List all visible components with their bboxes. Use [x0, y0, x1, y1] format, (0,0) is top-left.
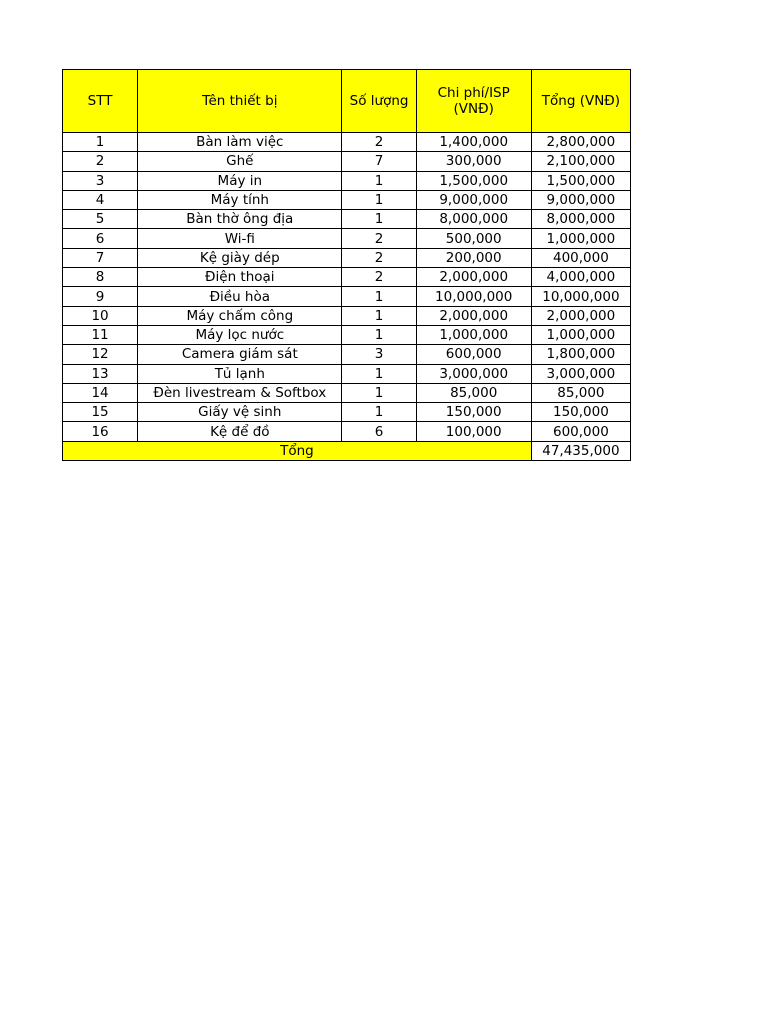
- cell-unit-cost: 10,000,000: [416, 287, 531, 306]
- cell-line-total: 400,000: [531, 248, 630, 267]
- cell-line-total: 1,000,000: [531, 229, 630, 248]
- cell-stt: 13: [63, 364, 138, 383]
- header-equipment-name: Tên thiết bị: [138, 70, 342, 133]
- cell-unit-cost: 85,000: [416, 383, 531, 402]
- cell-line-total: 150,000: [531, 403, 630, 422]
- cell-stt: 7: [63, 248, 138, 267]
- cell-unit-cost: 1,000,000: [416, 325, 531, 344]
- cell-quantity: 1: [342, 364, 416, 383]
- cell-quantity: 1: [342, 190, 416, 209]
- cell-equipment-name: Tủ lạnh: [138, 364, 342, 383]
- cell-unit-cost: 9,000,000: [416, 190, 531, 209]
- cell-line-total: 1,500,000: [531, 171, 630, 190]
- table-body: [63, 133, 631, 442]
- cell-stt: 10: [63, 306, 138, 325]
- table-row: [63, 306, 631, 325]
- cell-unit-cost: 600,000: [416, 345, 531, 364]
- grand-total-value: 47,435,000: [531, 441, 630, 460]
- cell-line-total: 85,000: [531, 383, 630, 402]
- cell-quantity: 7: [342, 152, 416, 171]
- cell-stt: 16: [63, 422, 138, 441]
- table-row: [63, 403, 631, 422]
- header-row: [63, 70, 631, 133]
- cell-unit-cost: 200,000: [416, 248, 531, 267]
- table-row: [63, 210, 631, 229]
- cell-line-total: 3,000,000: [531, 364, 630, 383]
- cell-equipment-name: Giấy vệ sinh: [138, 403, 342, 422]
- table-row: [63, 325, 631, 344]
- table-row: [63, 248, 631, 267]
- cell-line-total: 9,000,000: [531, 190, 630, 209]
- cell-quantity: 1: [342, 210, 416, 229]
- cell-unit-cost: 150,000: [416, 403, 531, 422]
- cell-quantity: 1: [342, 403, 416, 422]
- cell-line-total: 2,800,000: [531, 133, 630, 152]
- cell-line-total: 8,000,000: [531, 210, 630, 229]
- cell-unit-cost: 3,000,000: [416, 364, 531, 383]
- cell-stt: 11: [63, 325, 138, 344]
- cell-stt: 2: [63, 152, 138, 171]
- cell-unit-cost: 1,400,000: [416, 133, 531, 152]
- cell-unit-cost: 300,000: [416, 152, 531, 171]
- header-quantity: Số lượng: [342, 70, 416, 133]
- cell-unit-cost: 8,000,000: [416, 210, 531, 229]
- cell-line-total: 2,000,000: [531, 306, 630, 325]
- cell-unit-cost: 2,000,000: [416, 268, 531, 287]
- cell-quantity: 6: [342, 422, 416, 441]
- cell-quantity: 1: [342, 287, 416, 306]
- cell-unit-cost: 500,000: [416, 229, 531, 248]
- cell-stt: 5: [63, 210, 138, 229]
- cell-line-total: 600,000: [531, 422, 630, 441]
- cell-unit-cost: 2,000,000: [416, 306, 531, 325]
- header-line-total: Tổng (VNĐ): [531, 70, 630, 133]
- table-footer: [63, 441, 631, 460]
- cell-line-total: 1,000,000: [531, 325, 630, 344]
- header-stt: STT: [63, 70, 138, 133]
- cell-stt: 4: [63, 190, 138, 209]
- cell-stt: 14: [63, 383, 138, 402]
- cell-stt: 3: [63, 171, 138, 190]
- cell-unit-cost: 100,000: [416, 422, 531, 441]
- table-row: [63, 383, 631, 402]
- cell-line-total: 4,000,000: [531, 268, 630, 287]
- cell-quantity: 2: [342, 229, 416, 248]
- cell-quantity: 2: [342, 133, 416, 152]
- cell-equipment-name: Máy tính: [138, 190, 342, 209]
- cell-stt: 9: [63, 287, 138, 306]
- cell-line-total: 10,000,000: [531, 287, 630, 306]
- cell-equipment-name: Đèn livestream & Softbox: [138, 383, 342, 402]
- table-row: [63, 268, 631, 287]
- cell-equipment-name: Máy chấm công: [138, 306, 342, 325]
- cell-quantity: 1: [342, 171, 416, 190]
- table-row: [63, 422, 631, 441]
- table-row: [63, 152, 631, 171]
- cell-equipment-name: Bàn làm việc: [138, 133, 342, 152]
- cell-stt: 6: [63, 229, 138, 248]
- table-header: [63, 70, 631, 133]
- cell-equipment-name: Máy in: [138, 171, 342, 190]
- cell-equipment-name: Kệ giày dép: [138, 248, 342, 267]
- cell-quantity: 2: [342, 268, 416, 287]
- cell-stt: 15: [63, 403, 138, 422]
- cell-equipment-name: Kệ để đồ: [138, 422, 342, 441]
- cell-line-total: 1,800,000: [531, 345, 630, 364]
- table-row: [63, 171, 631, 190]
- header-unit-cost: Chi phí/ISP (VNĐ): [416, 70, 531, 133]
- table-row: [63, 190, 631, 209]
- grand-total-row: [63, 441, 631, 460]
- cell-equipment-name: Wi-fi: [138, 229, 342, 248]
- cell-unit-cost: 1,500,000: [416, 171, 531, 190]
- equipment-cost-table: [62, 69, 631, 461]
- cell-quantity: 1: [342, 306, 416, 325]
- table-row: [63, 229, 631, 248]
- table-row: [63, 364, 631, 383]
- cell-stt: 12: [63, 345, 138, 364]
- cell-equipment-name: Điện thoại: [138, 268, 342, 287]
- cell-equipment-name: Camera giám sát: [138, 345, 342, 364]
- cell-quantity: 3: [342, 345, 416, 364]
- cell-stt: 8: [63, 268, 138, 287]
- cell-equipment-name: Ghế: [138, 152, 342, 171]
- table-row: [63, 133, 631, 152]
- grand-total-label: Tổng: [63, 441, 532, 460]
- cell-stt: 1: [63, 133, 138, 152]
- cell-equipment-name: Điều hòa: [138, 287, 342, 306]
- cell-equipment-name: Bàn thờ ông địa: [138, 210, 342, 229]
- table-row: [63, 345, 631, 364]
- cell-quantity: 1: [342, 325, 416, 344]
- cell-quantity: 1: [342, 383, 416, 402]
- cell-equipment-name: Máy lọc nước: [138, 325, 342, 344]
- cell-quantity: 2: [342, 248, 416, 267]
- cell-line-total: 2,100,000: [531, 152, 630, 171]
- table-row: [63, 287, 631, 306]
